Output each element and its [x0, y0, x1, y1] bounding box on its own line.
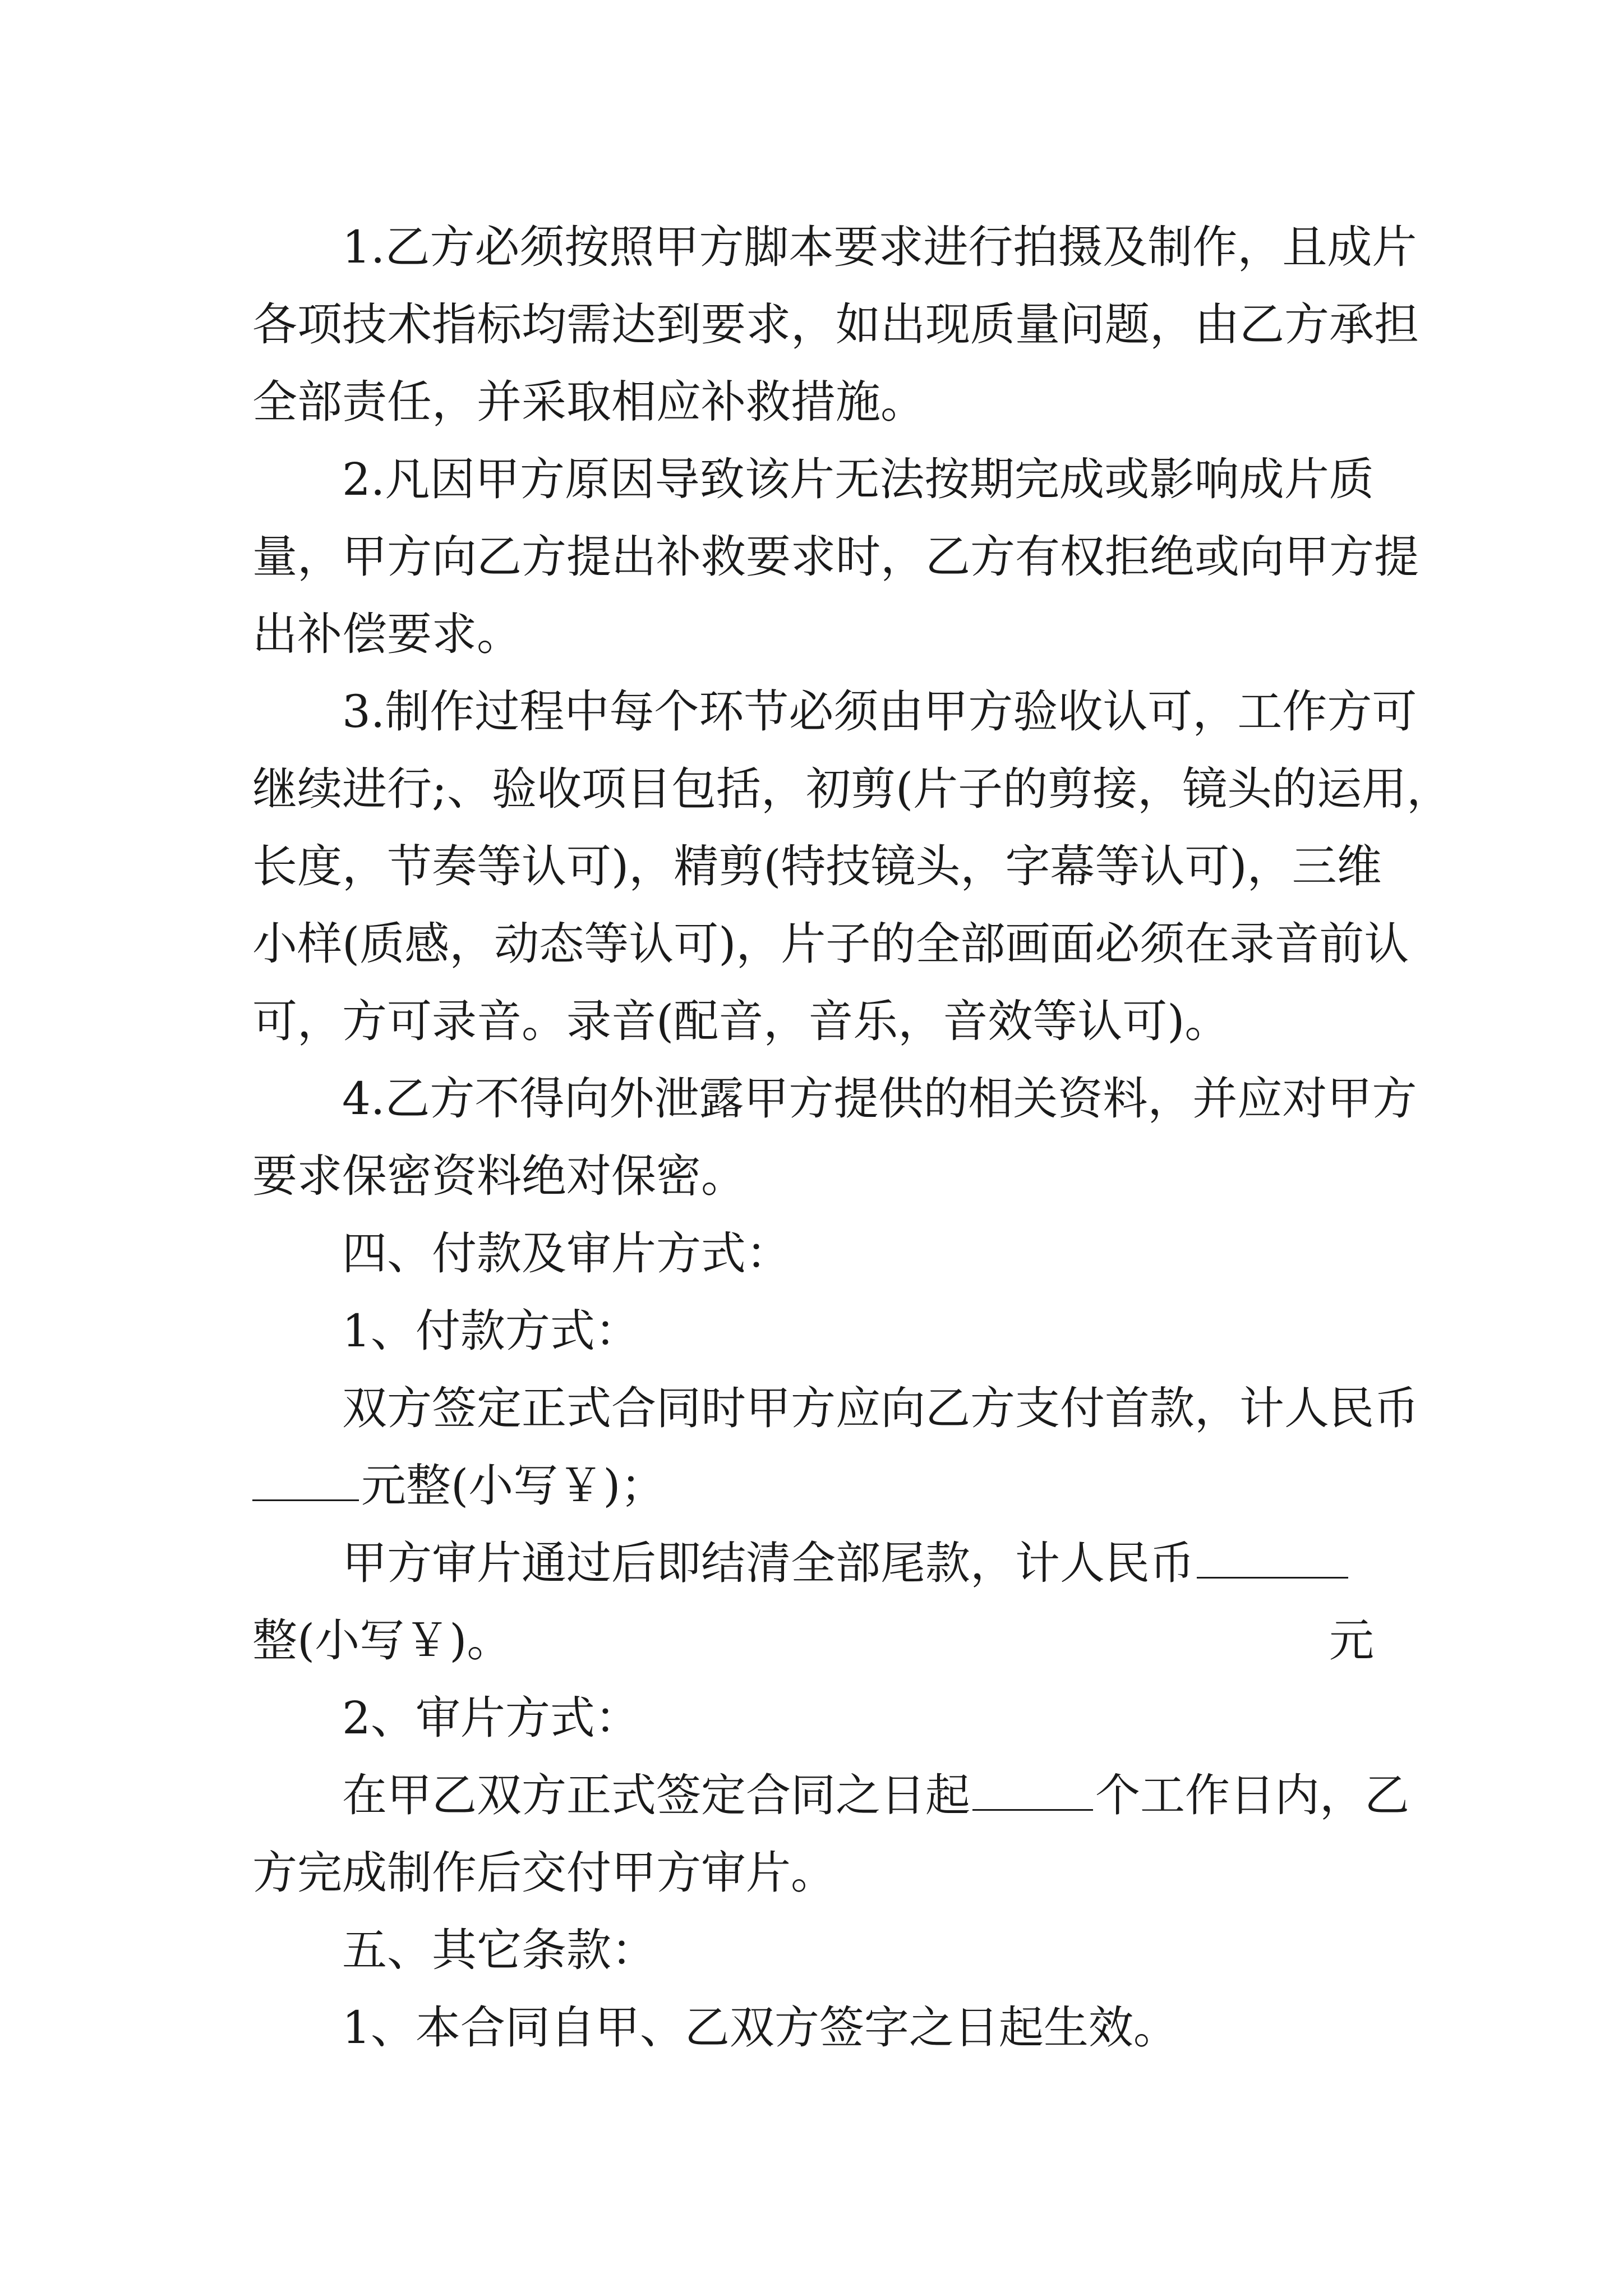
payment-first-line-2	[252, 1447, 1374, 1525]
payment-final-unit: 元	[1329, 1614, 1374, 1667]
payment-first-line-2-text: 元整(小写￥)；	[361, 1460, 666, 1512]
payment-method-heading: 1、付款方式：	[342, 1305, 640, 1357]
clause-3	[252, 673, 1452, 1060]
final-payment-amount-blank	[1197, 1532, 1348, 1579]
working-days-blank	[972, 1764, 1093, 1811]
review-method-heading: 2、审片方式：	[342, 1692, 640, 1744]
clause-2-line-2: 量，甲方向乙方提出补救要求时，乙方有权拒绝或向甲方提	[252, 531, 1419, 583]
clause-1-line-2: 各项技术指标均需达到要求，如出现质量问题，由乙方承担	[252, 298, 1419, 351]
clause-4-line-2: 要求保密资料绝对保密。	[252, 1150, 746, 1202]
clause-3-line-1: 3.制作过程中每个环节必须由甲方验收认可，工作方可	[342, 685, 1417, 738]
section-5-heading: 五、其它条款：	[342, 1924, 656, 1976]
payment-first-line-1: 双方签定正式合同时甲方应向乙方支付首款，计人民币	[342, 1382, 1419, 1434]
review-line-1	[252, 1757, 1409, 1834]
section-5-item-1: 1、本合同自甲、乙双方签字之日起生效。	[342, 2001, 1178, 2054]
clause-1-line-3: 全部责任，并采取相应补救措施。	[252, 376, 925, 428]
section-4-heading: 四、付款及审片方式：	[342, 1227, 791, 1280]
review-line-1-b: 个工作日内，乙	[1095, 1769, 1409, 1821]
contract-body	[252, 209, 1452, 2067]
review-line-2: 方完成制作后交付甲方审片。	[252, 1847, 836, 1899]
clause-3-line-3: 长度，节奏等认可)，精剪(特技镜头，字幕等认可)，三维	[252, 840, 1382, 892]
clause-3-line-5: 可，方可录音。录音(配音，音乐，音效等认可)。	[252, 995, 1230, 1047]
clause-4	[252, 1060, 1417, 1215]
clause-2-line-1: 2.凡因甲方原因导致该片无法按期完成或影响成片质	[342, 453, 1374, 505]
clause-1-line-1: 1.乙方必须按照甲方脚本要求进行拍摄及制作，且成片	[342, 221, 1417, 273]
first-payment-amount-blank	[252, 1455, 359, 1501]
clause-4-line-1: 4.乙方不得向外泄露甲方提供的相关资料，并应对甲方	[342, 1073, 1417, 1125]
review-line-1-a: 在甲乙双方正式签定合同之日起	[342, 1769, 970, 1821]
clause-3-line-4: 小样(质感，动态等认可)，片子的全部画面必须在录音前认	[252, 918, 1409, 970]
clause-2-line-3: 出补偿要求。	[252, 608, 522, 660]
payment-final-line-2: 整(小写￥)。	[252, 1614, 512, 1667]
payment-final-text: 甲方审片通过后即结清全部尾款，计人民币	[342, 1537, 1195, 1589]
clause-2	[252, 441, 1419, 673]
clause-3-line-2: 继续进行;、验收项目包括，初剪(片子的剪接，镜头的运用，	[252, 763, 1452, 815]
clause-1	[252, 209, 1419, 441]
